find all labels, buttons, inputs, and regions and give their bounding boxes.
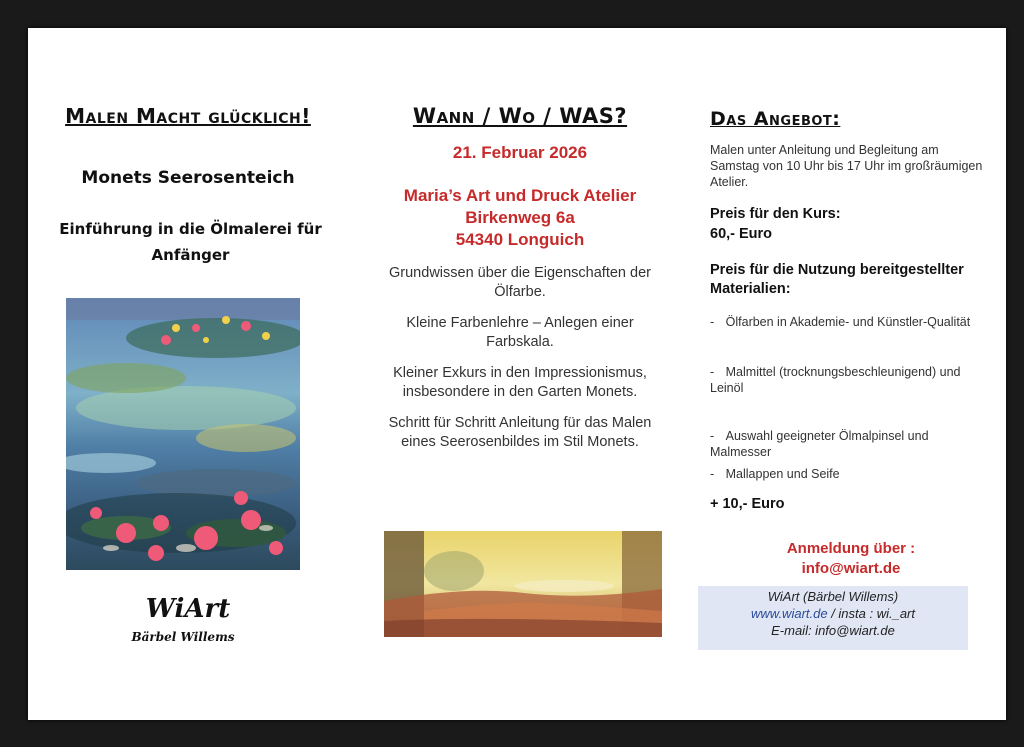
course-subtitle: Monets Seerosenteich bbox=[81, 168, 295, 188]
middle-column bbox=[364, 28, 676, 720]
course-price-value: 60,- Euro bbox=[710, 226, 773, 242]
waterlily-painting bbox=[66, 298, 300, 570]
event-address bbox=[364, 185, 676, 251]
course-intro: Einführung in die Ölmalerei für Anfänger bbox=[59, 220, 322, 264]
artist-name: Bärbel Willems bbox=[131, 630, 235, 644]
offer-title: Das Angebot: bbox=[710, 108, 841, 130]
signup bbox=[736, 539, 966, 579]
middle-title: Wann / Wo / WAS? bbox=[412, 104, 628, 128]
right-column bbox=[696, 28, 996, 720]
wiart-logo: WiArt bbox=[145, 594, 231, 624]
list-item: - Malmittel (trocknungsbeschleunigend) und Leinöl bbox=[710, 365, 961, 395]
contact-email[interactable]: E-mail: info@wiart.de bbox=[771, 623, 895, 638]
course-price bbox=[710, 204, 841, 244]
list-item: - Auswahl geeigneter Ölmalpinsel und Malmesser bbox=[710, 429, 929, 459]
contact-name: WiArt (Bärbel Willems) bbox=[767, 589, 899, 604]
topic-item: Kleine Farbenlehre – Anlegen einer Farbskala. bbox=[406, 315, 634, 350]
offer-intro: Malen unter Anleitung und Begleitung am Samstag von 10 Uhr bis 17 Uhr im großräumigen Atelier. bbox=[710, 143, 983, 189]
website-link[interactable]: www.wiart.de bbox=[751, 606, 828, 621]
list-item: - Mallappen und Seife bbox=[710, 467, 840, 481]
contact-web-line bbox=[698, 605, 968, 622]
flyer-page bbox=[28, 28, 1006, 720]
insta-handle: / insta : wi._art bbox=[827, 606, 915, 621]
event-date: 21. Februar 2026 bbox=[452, 143, 588, 162]
venue-city: 54340 Longuich bbox=[455, 230, 585, 249]
materials-price: + 10,- Euro bbox=[710, 496, 785, 512]
course-price-label: Preis für den Kurs: bbox=[710, 206, 841, 222]
left-column bbox=[28, 28, 348, 720]
venue-street: Birkenweg 6a bbox=[465, 208, 575, 227]
list-item: - Ölfarben in Akademie- und Künstler-Qualität bbox=[710, 315, 971, 329]
signup-email[interactable]: info@wiart.de bbox=[801, 560, 901, 577]
topic-item: Grundwissen über die Eigenschaften der Ölfarbe. bbox=[389, 265, 651, 300]
topic-item: Kleiner Exkurs in den Impressionismus, insbesondere in den Garten Monets. bbox=[393, 365, 647, 400]
signup-label: Anmeldung über : bbox=[786, 540, 916, 557]
left-title: Malen Macht glücklich! bbox=[65, 104, 311, 128]
contact-box bbox=[698, 586, 968, 650]
landscape-painting bbox=[384, 531, 662, 637]
venue-name: Maria’s Art und Druck Atelier bbox=[403, 186, 637, 205]
topic-item: Schritt für Schritt Anleitung für das Malen eines Seerosenbildes im Stil Monets. bbox=[388, 415, 652, 450]
course-topics bbox=[364, 264, 676, 464]
materials-label: Preis für die Nutzung bereitgestellter Materialien: bbox=[710, 262, 964, 297]
